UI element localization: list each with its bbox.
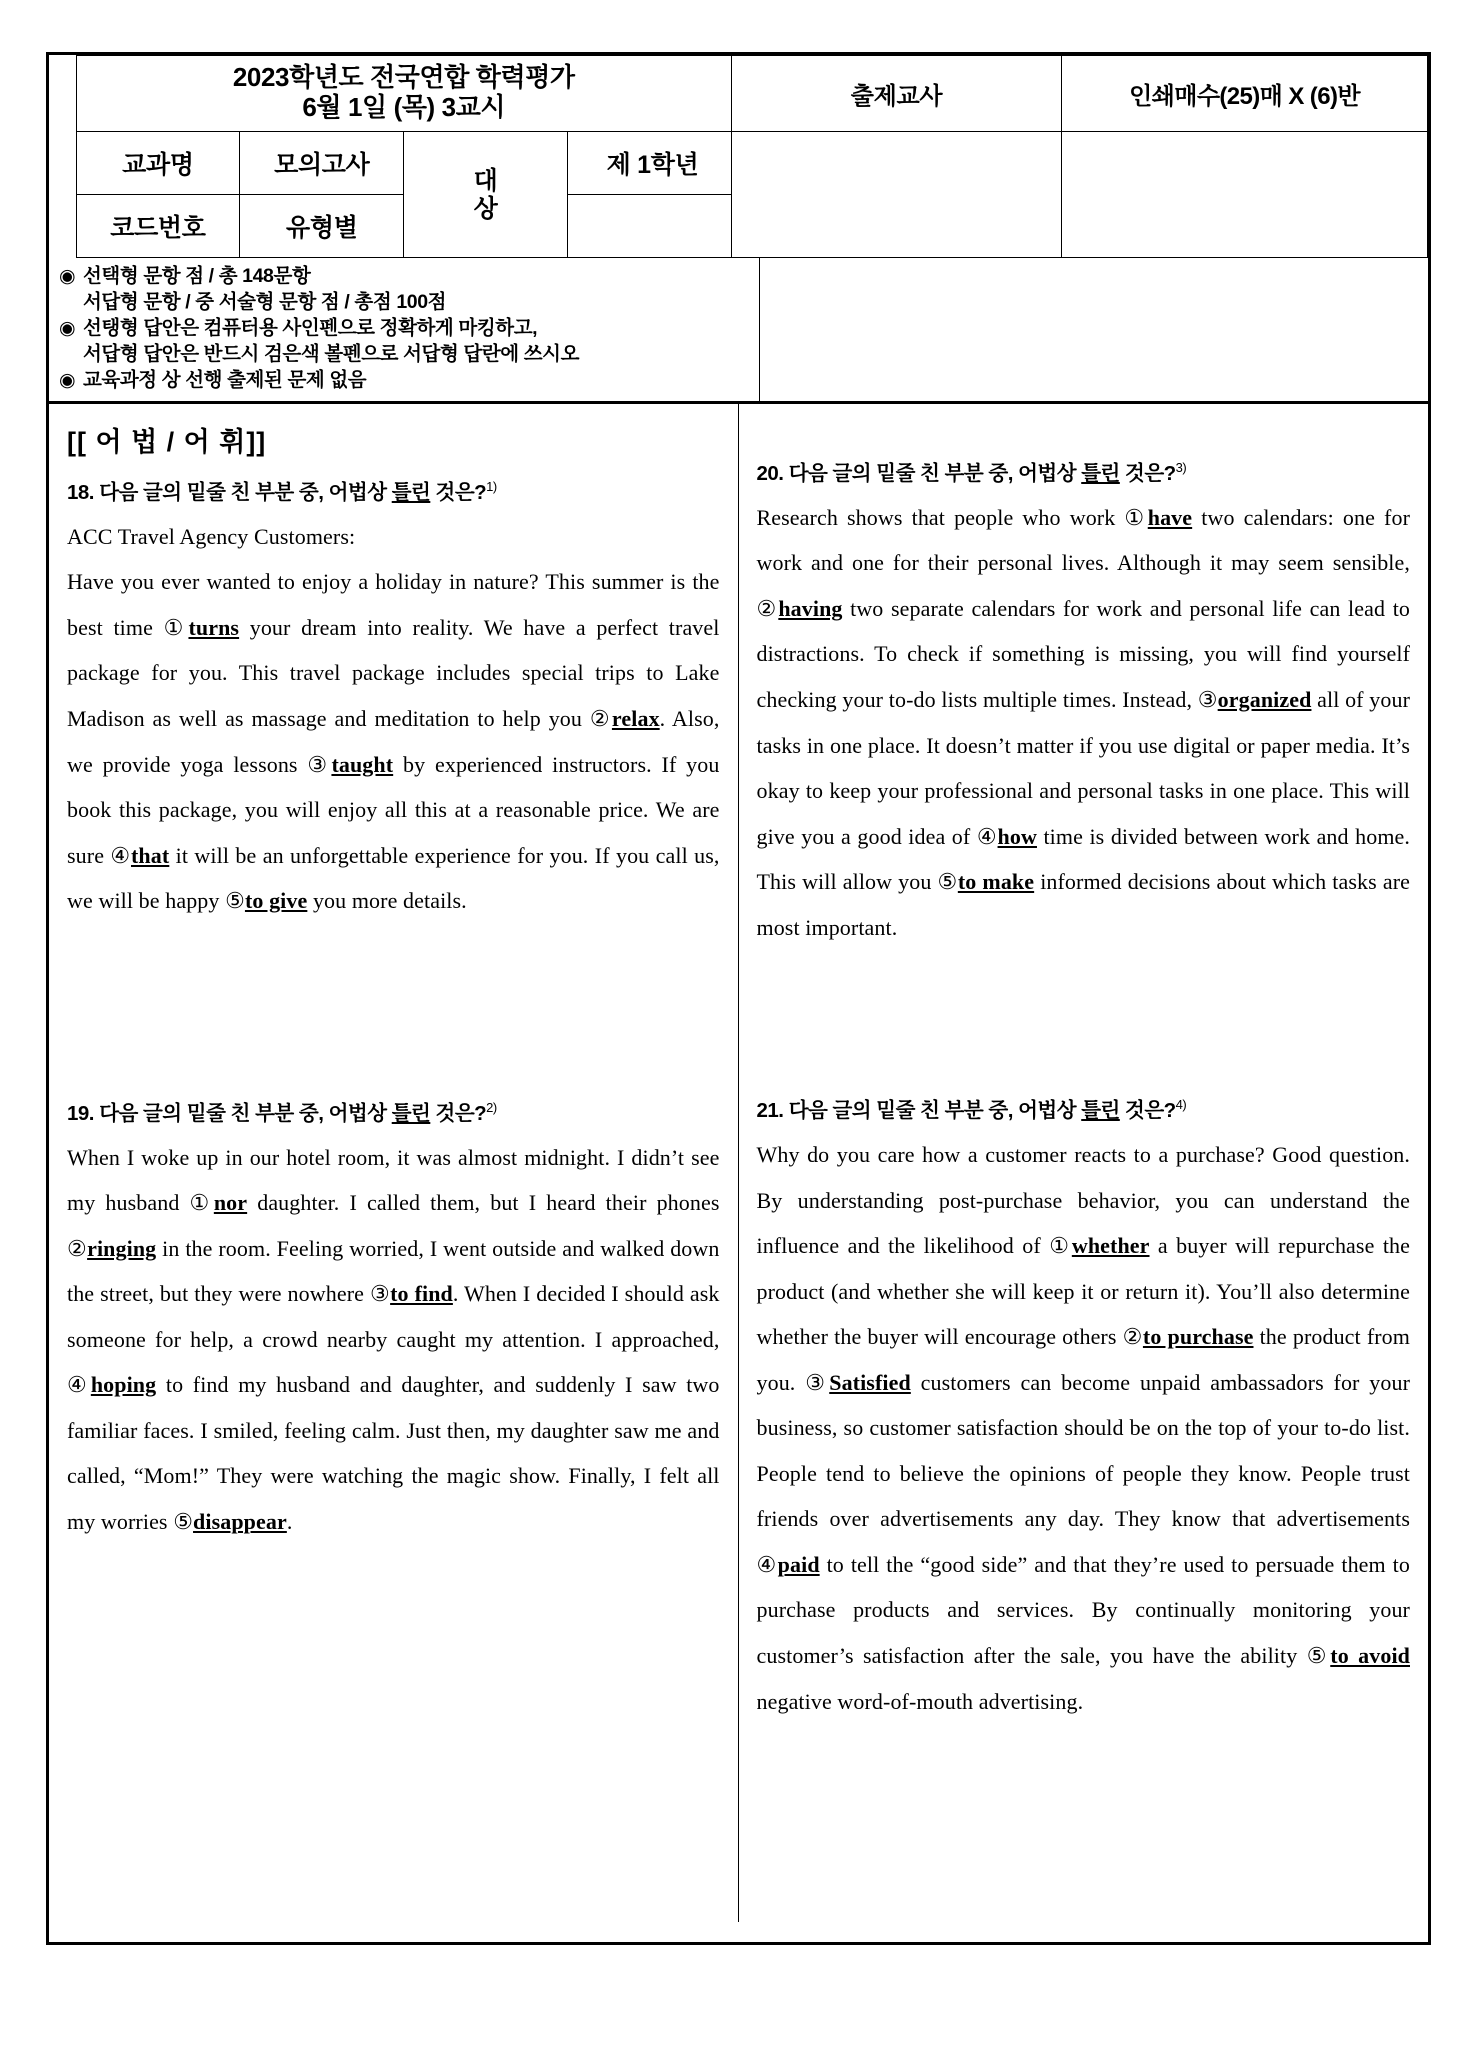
- notice-item-sub: 서답형 답안은 반드시 검은색 볼펜으로 서답형 답란에 쓰시오: [83, 343, 580, 366]
- question-21-stem-pre: 다음 글의 밑줄 친 부분 중, 어법상: [788, 1099, 1082, 1123]
- question-18-body: Have you ever wanted to enjoy a holiday in nature? This summer is the best time ①turns your dream into reality. We have a perfect travel package for you. This travel package includes special trips to Lake Madison as well as massage and meditation to help you ②relax. Also, we provide yoga lessons ③taught by experienced instructors. If you book this package, you will enjoy all this at a reasonable price. We are sure ④that it will be an unforgettable experience for you. If you call us, we will be happy ⑤to give you more details.: [67, 569, 720, 914]
- choice-answer: to give: [244, 888, 308, 914]
- target-char-1: 대: [473, 166, 498, 195]
- bullet-icon: ◉: [59, 266, 76, 288]
- question-20-passage: [757, 495, 1411, 950]
- question-21-body: Why do you care how a customer reacts to a purchase? Good question. By understanding post-purchase behavior, you can understand the influence and the likelihood of ①whether a buyer will repurchase the product (and whether she will keep it or return it). You’ll also determine whether the buyer will encourage others ②to purchase the product from you. ③Satisfied customers can become unpaid ambassadors for your business, so customer satisfaction should be on the top of your to-do list. People tend to believe the opinions of people they know. People trust friends over advertisements any day. They know that advertisements ④paid to tell the “good side” and that they’re used to persuade them to purchase products and services. By continually monitoring your customer’s satisfaction after the sale, you have the ability ⑤to avoid negative word-of-mouth advertising.: [756, 1142, 1411, 1714]
- choice-answer: have: [1147, 504, 1193, 530]
- exam-page: [46, 52, 1431, 1945]
- answer-choice: [307, 752, 393, 777]
- answer-choice: [1307, 1643, 1410, 1668]
- question-18-stem-pre: 다음 글의 밑줄 친 부분 중, 어법상: [99, 480, 392, 504]
- choice-number: ⑤: [225, 888, 245, 914]
- print-entry-cell[interactable]: [1062, 132, 1428, 258]
- choice-number: ①: [1049, 1233, 1072, 1259]
- notice-item-sub: 서답형 문항 / 중 서술형 문항 점 / 총점 100점: [83, 291, 447, 314]
- choice-number: ③: [307, 751, 332, 777]
- subject-value-cell: 모의고사: [240, 132, 404, 195]
- subject-label-cell: 교과명: [76, 132, 240, 195]
- exam-title-line1: 2023학년도 전국연합 학력평가: [232, 62, 575, 92]
- choice-answer: Satisfied: [829, 1369, 911, 1395]
- notice-item: [59, 368, 759, 394]
- answer-choice: [370, 1281, 453, 1306]
- teacher-entry-cell[interactable]: [732, 132, 1062, 258]
- code-label-cell: 코드번호: [76, 195, 240, 258]
- question-20-stem-post: 것은?: [1119, 461, 1176, 485]
- question-21-stem-underline: 틀린: [1081, 1099, 1120, 1123]
- choice-answer: to find: [390, 1281, 453, 1307]
- choice-number: ④: [110, 842, 131, 868]
- question-21-footnote: 4): [1175, 1097, 1187, 1113]
- question-19-stem: [67, 1096, 720, 1126]
- notice-item: [59, 264, 759, 290]
- header-left-spacer: [49, 56, 76, 258]
- right-column: [739, 404, 1429, 1922]
- question-18: [67, 475, 720, 924]
- target-char-2: 상: [473, 194, 498, 223]
- choice-number: ②: [1122, 1324, 1143, 1350]
- answer-choice: [1124, 505, 1192, 530]
- answer-choice: [757, 1552, 820, 1577]
- choice-number: ②: [756, 595, 779, 621]
- choice-answer: organized: [1217, 686, 1312, 712]
- question-20-stem: [757, 456, 1411, 486]
- choice-number: ③: [805, 1369, 830, 1395]
- question-21-number: 21.: [756, 1099, 784, 1123]
- question-21-passage: [757, 1132, 1411, 1724]
- answer-choice: [225, 888, 307, 913]
- question-18-stem: [67, 475, 720, 505]
- choice-answer: to make: [957, 869, 1035, 895]
- choice-number: ⑤: [937, 869, 958, 895]
- choice-answer: paid: [777, 1551, 820, 1577]
- question-columns: [49, 404, 1428, 1922]
- left-column: [49, 404, 739, 1922]
- answer-choice: [190, 1190, 248, 1215]
- question-19-passage: [67, 1135, 720, 1545]
- answer-choice: [805, 1370, 911, 1395]
- question-20-stem-underline: 틀린: [1081, 461, 1120, 485]
- question-19-stem-pre: 다음 글의 밑줄 친 부분 중, 어법상: [99, 1101, 392, 1125]
- bullet-icon: ◉: [59, 318, 76, 340]
- answer-choice: [164, 615, 239, 640]
- choice-answer: hoping: [90, 1372, 157, 1398]
- question-18-stem-underline: 틀린: [391, 480, 431, 504]
- type-label-cell: 유형별: [240, 195, 404, 258]
- question-19-number: 19.: [67, 1101, 94, 1125]
- question-18-passage: [67, 514, 720, 924]
- question-19: [67, 1096, 720, 1545]
- question-18-intro: ACC Travel Agency Customers:: [67, 523, 356, 549]
- choice-answer: whether: [1071, 1233, 1150, 1259]
- question-20-stem-pre: 다음 글의 밑줄 친 부분 중, 어법상: [788, 461, 1082, 485]
- question-20-footnote: 3): [1175, 460, 1187, 476]
- question-18-stem-post: 것은?: [430, 480, 487, 504]
- target-label-cell: [404, 132, 568, 258]
- choice-number: ①: [163, 614, 189, 640]
- notice-item-main: 교육과정 상 선행 출제된 문제 없음: [83, 368, 367, 391]
- choice-number: ⑤: [1306, 1643, 1331, 1669]
- question-19-footnote: 2): [486, 1099, 497, 1115]
- notice-item: [59, 316, 759, 342]
- choice-answer: turns: [188, 614, 240, 640]
- choice-answer: ringing: [87, 1235, 157, 1261]
- choice-answer: that: [131, 842, 170, 868]
- answer-choice: [1123, 1324, 1254, 1349]
- choice-answer: relax: [611, 705, 660, 731]
- bullet-icon: ◉: [59, 369, 76, 391]
- question-18-footnote: 1): [486, 479, 497, 495]
- choice-number: ①: [1124, 504, 1148, 530]
- answer-choice: [67, 1236, 156, 1261]
- exam-title-cell: [76, 56, 732, 132]
- choice-answer: disappear: [193, 1508, 287, 1534]
- choice-number: ②: [589, 705, 612, 731]
- print-count-cell: 인쇄매수(25)매 X (6)반: [1062, 56, 1428, 132]
- answer-choice: [1198, 687, 1312, 712]
- question-20: [757, 456, 1411, 950]
- choice-number: ②: [67, 1235, 88, 1261]
- answer-choice: [590, 706, 660, 731]
- question-20-number: 20.: [756, 461, 784, 485]
- choice-answer: taught: [331, 751, 394, 777]
- question-19-stem-post: 것은?: [430, 1101, 487, 1125]
- choice-number: ③: [1197, 686, 1218, 712]
- choice-number: ⑤: [173, 1508, 194, 1534]
- question-19-body: When I woke up in our hotel room, it was almost midnight. I didn’t see my husband ①nor daughter. I called them, but I heard their phones ②ringing in the room. Feeling worried, I went outside and walked down the street, but they were nowhere ③to find. When I decided I should ask someone for help, a crowd nearby caught my attention. I approached, ④hoping to find my husband and daughter, and suddenly I saw two familiar faces. I smiled, feeling calm. Just then, my daughter saw me and called, “Mom!” They were watching the magic show. Finally, I felt all my worries ⑤disappear.: [67, 1144, 720, 1534]
- teacher-label-cell: 출제교사: [732, 56, 1062, 132]
- answer-choice: [110, 843, 169, 868]
- exam-header-table: [49, 55, 1428, 258]
- choice-answer: having: [778, 595, 843, 621]
- answer-choice: [977, 824, 1037, 849]
- choice-answer: to avoid: [1330, 1643, 1410, 1669]
- answer-choice: [173, 1509, 287, 1534]
- answer-choice: [1049, 1233, 1149, 1258]
- question-21: [757, 1093, 1411, 1724]
- choice-number: ①: [189, 1190, 214, 1216]
- answer-choice: [938, 869, 1035, 894]
- question-18-number: 18.: [67, 480, 94, 504]
- choice-answer: how: [997, 823, 1037, 849]
- question-19-stem-underline: 틀린: [391, 1101, 431, 1125]
- choice-number: ③: [369, 1281, 391, 1307]
- exam-title-line2: 6월 1일 (목) 3교시: [302, 91, 506, 122]
- question-21-stem: [757, 1093, 1411, 1123]
- answer-choice: [67, 1372, 156, 1397]
- choice-number: ④: [756, 1551, 778, 1577]
- choice-number: ④: [67, 1372, 91, 1398]
- grade-value-cell: 제 1학년: [568, 132, 732, 195]
- notice-item-main: 선택형 문항 점 / 총 148문항: [83, 265, 311, 288]
- choice-answer: nor: [213, 1190, 248, 1216]
- choice-answer: to purchase: [1142, 1324, 1254, 1350]
- question-21-stem-post: 것은?: [1119, 1099, 1176, 1123]
- choice-number: ④: [976, 823, 998, 849]
- grade-entry-cell[interactable]: [568, 195, 732, 258]
- section-title: [[ 어 법 / 어 휘]]: [67, 426, 267, 457]
- notice-text: [49, 258, 760, 401]
- answer-choice: [757, 596, 843, 621]
- notice-block: [49, 258, 1428, 404]
- notice-right-blank: [760, 258, 1428, 401]
- notice-item-main: 선탱형 답안은 컴퓨터용 사인펜으로 정확하게 마킹하고,: [83, 317, 538, 340]
- question-20-body: Research shows that people who work ①have two calendars: one for work and one for their personal lives. Although it may seem sensible, ②having two separate calendars for work and personal life can lead to distractions. To check if something is missing, you will find yourself checking your to-do lists multiple times. Instead, ③organized all of your tasks in one place. It doesn’t matter if you use digital or paper media. It’s okay to keep your professional and personal tasks in one place. This will give you a good idea of ④how time is divided between work and home. This will allow you ⑤to make informed decisions about which tasks are most important.: [756, 504, 1411, 940]
